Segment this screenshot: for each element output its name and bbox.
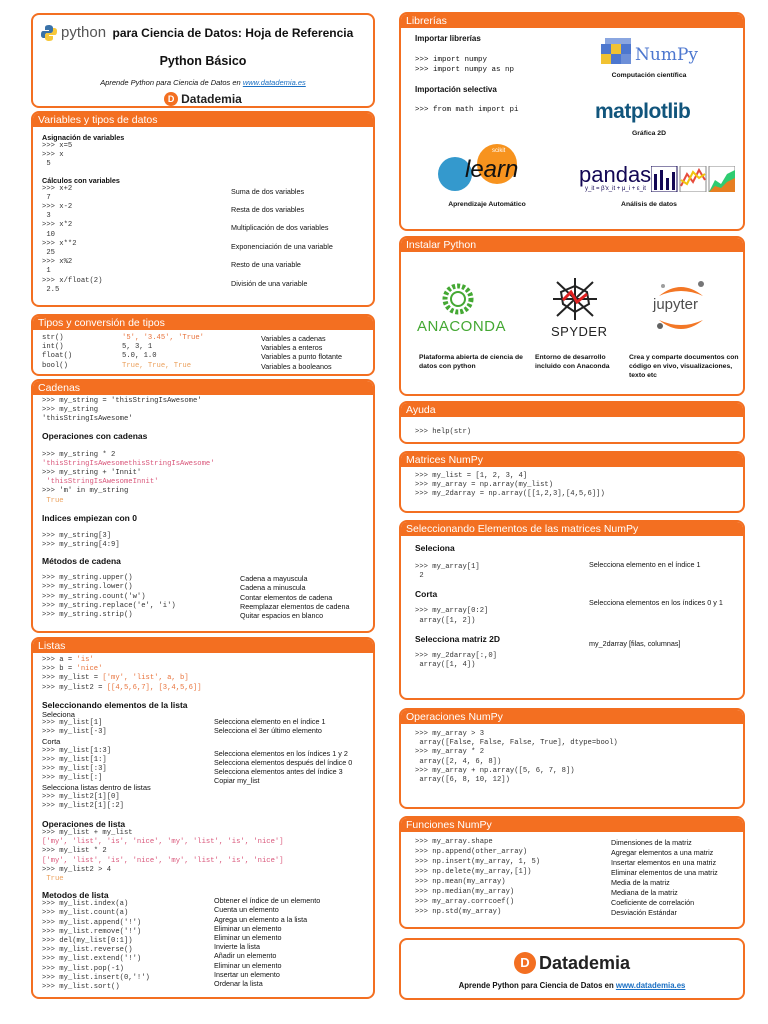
code-line: 10 [42,230,55,239]
function-desc: Insertar elementos en una matriz [611,858,717,867]
code-line: >>> my_array + np.array([5, 6, 7, 8]) [415,766,575,775]
section-ayuda [399,401,745,444]
type-example: 5.0, 1.0 [122,352,157,361]
method-desc: Contar elementos de cadena [240,592,333,602]
method-desc: Eliminar un elemento [214,933,282,943]
section-title: Funciones NumPy [401,818,743,832]
code-line: >>> my_2darray[:,0] [415,651,497,660]
method-row [42,914,364,928]
function-row [415,838,729,848]
code-line: >>> my_list.reverse() [42,946,133,955]
spyder-word: SPYDER [551,324,608,339]
calc-desc: Suma de dos variables [231,186,305,196]
calc-row [42,258,364,276]
code-line: >>> my_list[1:] [42,755,107,764]
function-row [415,888,729,898]
method-desc: Insertar un elemento [214,969,280,979]
section-title: Librerías [401,14,743,28]
function-desc: Eliminar elementos de una matriz [611,868,718,877]
numpy-caption: Computación científica [611,72,687,79]
numpy-word: NumPy [635,45,698,65]
slice-desc: Selecciona elementos después del índice 0 [214,757,353,767]
code-line: >>> import numpy as np [415,66,515,74]
function-desc: Agregar elementos a una matriz [611,848,714,857]
section-title: Ayuda [401,403,743,417]
section-title: Listas [33,639,373,653]
python-word: python [61,24,107,41]
code-line: >>> my_string.count('w') [42,592,146,601]
code-line: >>> my_list2 > 4 [42,865,112,874]
code-line: 5 [42,160,51,169]
method-desc: Cadena a mayuscula [240,574,308,584]
section-title: Tipos y conversión de tipos [33,316,373,330]
code-line: >>> x%2 [42,258,73,267]
code-output: ['my', 'list', 'is', 'nice', 'my', 'list', 'is', 'nice'] [42,838,284,847]
code-line: >>> my_list = [1, 2, 3, 4] [415,472,528,480]
numpy-logo [599,36,698,75]
function-desc: Mediana de la matriz [611,888,678,897]
section-title: Cadenas [33,381,373,395]
code-line: >>> my_list.append('!') [42,918,142,927]
section-instalar [399,236,745,396]
calc-desc: División de una variable [231,278,308,288]
section-librerias [399,12,745,231]
method-row [42,923,364,937]
code-value: [[4,5,6,7], [3,4,5,6]] [106,683,202,692]
section-title: Matrices NumPy [401,453,743,467]
method-row [42,960,364,974]
function-row [415,858,729,868]
method-desc: Invierte la lista [214,942,260,952]
code-line: >>> np.mean(my_array) [415,878,506,886]
tagline [33,78,373,87]
code-line: >>> 'm' in my_string [42,487,129,496]
slice-group [415,598,729,625]
code-line: >>> x [42,151,64,160]
brand-name: Datademia [181,91,242,106]
section-title: Instalar Python [401,238,743,252]
calc-row [42,277,364,295]
code-output: array([1, 2]) [415,616,476,625]
pandas-formula: y_it = β'x_it + μ_i + ε_it [585,186,646,192]
brand-name: Datademia [538,952,631,973]
jupyter-logo [651,276,711,336]
method-desc: Añadir un elemento [214,951,277,961]
datademia-logo-icon: D [514,952,536,974]
subsection-title: Importación selectiva [415,85,497,94]
subsection-title: Indices empiezan con 0 [42,512,137,523]
code-line: >>> np.delete(my_array,[1]) [415,868,532,876]
code-output: array([6, 8, 10, 12]) [415,776,510,785]
footer-link[interactable]: www.datademia.es [615,981,686,990]
brand-logo [33,90,373,108]
function-desc: Dimensiones de la matriz [611,838,692,847]
code-value: ['my', 'list', a, b] [102,674,189,683]
calc-desc: Exponenciación de una variable [231,241,333,251]
method-row [42,602,364,611]
section-listas [31,637,375,999]
learn-word: learn [465,156,519,183]
function-desc: Desviación Estándar [611,908,677,917]
python-icon [40,24,58,42]
calc-desc: Multiplicación de dos variables [231,223,329,233]
select-group [415,560,729,581]
code-line: >>> x-2 [42,203,73,211]
code-line: >>> np.append(other_array) [415,848,528,856]
subsection-title: Seleccionando elementos de la lista [42,699,188,710]
code-output: 2 [415,572,424,581]
code-line: >>> my_list + my_list [42,829,133,838]
code-line: >>> my_array > 3 [415,730,485,738]
spyder-icon [547,274,603,324]
anaconda-ring-icon [441,282,475,316]
footer-card [399,938,745,1000]
calc-desc: Resto de una variable [231,260,301,270]
method-row [42,905,364,918]
code-line: >>> my_array.shape [415,838,493,846]
select-desc: Selecciona el 3er último elemento [214,726,322,736]
select-desc: Selecciona elemento en el índice 1 [214,717,326,727]
code-output: 'thisStringIsAwesomeInnit' [42,478,159,487]
method-row [42,574,364,583]
type-desc: Variables a booleanos [261,361,332,371]
code-text: >>> my_list2 = [42,683,107,692]
label: Selecciona listas dentro de listas [42,783,151,793]
tagline-text: Aprende Python para Ciencia de Datos en [100,78,243,87]
subsection-title: Métodos de cadena [42,556,121,567]
code-output: array([False, False, False, True], dtype=bool) [415,739,618,748]
method-desc: Agrega un elemento a la lista [214,914,308,924]
code-line [42,684,364,693]
section-title: Variables y tipos de datos [33,113,373,127]
pandas-word: pandas [579,162,652,187]
type-row [42,352,364,361]
type-fn: int() [42,343,64,352]
footer-text-pre: Aprende Python para Ciencia de Datos en [458,981,616,990]
code-line: >>> my_string.replace('e', 'i') [42,601,176,610]
code-line: >>> my_string.upper() [42,574,133,583]
type-desc: Variables a punto flotante [261,352,342,362]
scikit-small: scikit [492,148,506,154]
calc-row [42,203,364,221]
type-row [42,334,364,343]
method-row [42,593,364,602]
title-rest: para Ciencia de Datos: Hoja de Referencia [112,26,354,40]
function-row [415,848,729,858]
scikit-caption: Aprendizaje Automático [448,201,526,208]
select-group [42,719,364,737]
code-line: >>> my_array[1] [415,563,480,571]
method-row [42,933,364,946]
method-row [42,942,364,955]
method-desc: Reemplazar elementos de cadena [240,601,350,611]
calc-desc: Resta de dos variables [231,205,305,214]
subsection-title: Asignación de variables [42,133,125,142]
slice-desc: Selecciona elementos en los índices 0 y 1 [589,598,723,608]
header-title [61,24,353,42]
code-line: >>> np.median(my_array) [415,888,515,896]
code-output: True [42,496,64,505]
method-desc: Cadena a minuscula [240,583,306,593]
code-text: >>> a = [42,656,77,664]
code-output: ['my', 'list', 'is', 'nice', 'my', 'list', 'is', 'nice'] [42,856,284,865]
section-variables [31,111,375,307]
code-line: >>> my_array[0:2] [415,607,489,616]
spyder-logo [547,274,603,329]
code-line: >>> x*2 [42,221,73,230]
method-row [42,611,364,620]
footer-brand [401,952,743,974]
code-line: >>> my_list.remove('!') [42,927,142,936]
subsection-title: Operaciones de lista [42,819,126,830]
code-line: >>> my_list[1:3] [42,746,112,755]
subsection-title: Corta [415,589,438,600]
type-desc: Variables a enteros [261,343,323,353]
matplotlib-caption: Gráfica 2D [631,130,666,137]
code-output: array([2, 4, 6, 8]) [415,757,502,766]
slice-desc: Selecciona elementos antes del índice 3 [214,766,343,776]
code-line: >>> my_list2[1][0] [42,792,120,801]
type-row [42,343,364,352]
method-row [42,969,364,983]
function-row [415,898,729,908]
code-line: >>> x/float(2) [42,276,103,285]
code-line: >>> my_string = 'thisStringIsAwesome' [42,397,202,405]
code-line: >>> my_list.insert(0,'!') [42,973,150,982]
label: Corta [42,737,61,747]
code-line: >>> my_string[4:9] [42,541,120,550]
section-tipos [31,314,375,376]
code-line: 'thisStringIsAwesome' [42,415,133,424]
code-line: >>> x=5 [42,142,73,150]
method-desc: Eliminar un elemento [214,960,282,970]
code-line: >>> del(my_list[0:1]) [42,937,133,946]
section-operaciones-numpy [399,708,745,809]
code-line [42,665,364,674]
type-row [42,362,364,371]
method-desc: Eliminar un elemento [214,923,282,933]
method-desc: Quitar espacios en blanco [240,610,324,620]
select-desc: Selecciona elemento en el índice 1 [589,560,701,569]
code-line: >>> import numpy [415,56,488,64]
anaconda-logo [441,282,475,321]
tagline-link[interactable]: www.datademia.es [242,78,306,87]
code-line: >>> x+2 [42,184,73,193]
footer-text [401,981,743,990]
calc-row [42,185,364,203]
pandas-charts-icon [651,166,735,192]
code-line: >>> my_string + 'Innit' [42,469,142,478]
page-subtitle: Python Básico [159,54,247,68]
code-text: >>> my_list = [42,674,103,683]
code-line: >>> np.std(my_array) [415,908,502,916]
spyder-caption: Entorno de desarrollo incluido con Anaconda [535,354,610,370]
pandas-caption: Análisis de datos [621,201,677,208]
code-line: >>> my_2darray = np.array([[1,2,3],[4,5,6]]) [415,490,605,499]
code-line: >>> my_list.index(a) [42,900,129,909]
list-methods [42,896,364,992]
type-fn: bool() [42,361,68,370]
function-row [415,908,729,918]
code-line: >>> my_list.pop(-1) [42,964,124,973]
method-row [42,583,364,592]
anaconda-caption: Plataforma abierta de ciencia de datos con python [419,354,523,370]
type-fn: float() [42,352,73,361]
code-line: >>> my_string.strip() [42,610,133,619]
method-row [42,896,364,909]
code-output: True [42,875,64,884]
method-desc: Ordenar la lista [214,978,263,988]
slice-desc: Selecciona elementos en los índices 1 y 2 [214,748,348,758]
code-line [42,674,364,683]
subsection-title: Metodos de lista [42,890,109,901]
calc-row [42,240,364,258]
section-matrices [399,451,745,513]
code-line: 1 [42,267,51,276]
code-line: >>> np.insert(my_array, 1, 5) [415,858,541,866]
numpy-cube-icon [599,36,633,70]
code-line: 7 [42,193,51,202]
jupyter-caption: Crea y comparte documentos con código en vivo, visualizaciones, texto etc [629,354,739,379]
subsection-title: Cálculos con variables [42,175,120,185]
subsection-title: Operaciones con cadenas [42,430,148,441]
code-line: 3 [42,212,51,221]
code-line: >>> my_array = np.array(my_list) [415,481,554,490]
code-line: >>> my_list[:] [42,774,103,783]
code-line: >>> my_array * 2 [415,748,485,757]
code-line: >>> my_list[1] [42,719,103,728]
method-row [42,978,364,992]
matplotlib-logo: matplotlib [595,100,691,123]
code-line: >>> my_list * 2 [42,847,107,856]
code-line: >>> my_string [42,406,99,415]
method-desc: Obtener el índice de un elemento [214,896,321,906]
section-cadenas [31,379,375,633]
code-line: >>> my_list[:3] [42,765,107,774]
type-example: True, True, True [122,361,192,370]
code-line: >>> help(str) [415,428,472,436]
code-line: >>> my_list.count(a) [42,909,129,918]
code-text: >>> b = [42,665,77,674]
function-row [415,868,729,878]
code-line: >>> my_array.corrcoef() [415,898,515,906]
label: Seleciona [42,709,75,719]
code-line: >>> my_list.sort() [42,982,120,991]
subsection-title: Seleciona [415,543,455,553]
code-line: >>> my_list.extend('!') [42,955,142,964]
code-output: array([1, 4]) [415,661,476,670]
scikit-learn-logo [435,144,530,192]
type-fn: str() [42,334,64,342]
slice-group [42,747,364,784]
function-row [415,878,729,888]
code-line: >>> my_string[3] [42,531,112,540]
code-line [42,656,364,665]
calc-list [42,185,364,295]
code-line: >>> from math import pi [415,106,519,114]
code-line: >>> my_list2[1][:2] [42,801,124,810]
type-example: '5', '3.45', 'True' [122,334,204,342]
function-desc: Media de la matriz [611,878,670,887]
datademia-logo-icon: D [164,92,178,106]
subsection-title: Selecciona matriz 2D [415,633,501,644]
code-value: 'is' [76,656,94,664]
function-desc: Coeficiente de correlación [611,898,695,907]
code-line: 25 [42,248,55,257]
code-line: >>> my_string * 2 [42,450,116,459]
code-output: 'thisStringIsAwesomethisStringIsAwesome' [42,459,215,468]
section-seleccion-numpy [399,520,745,700]
subsection-title: Importar librerías [415,34,481,43]
anaconda-word: ANACONDA [417,318,507,335]
jupyter-word: jupyter [653,296,699,313]
calc-row [42,221,364,239]
type-example: 5, 3, 1 [122,343,153,352]
method-row [42,951,364,964]
section-title: Seleccionando Elementos de las matrices NumPy [401,522,743,536]
header-card [31,13,375,108]
section-funciones-numpy [399,816,745,929]
section-title: Operaciones NumPy [401,710,743,724]
type-desc: Variables a cadenas [261,334,326,343]
slice-desc: Copiar my_list [214,775,260,785]
code-line: >>> x**2 [42,239,77,248]
code-line: >>> my_list[-3] [42,728,107,737]
code-line: >>> my_string.lower() [42,583,133,592]
code-value: 'nice' [76,665,103,674]
method-desc: Cuenta un elemento [214,905,279,915]
code-line: 2.5 [42,285,60,294]
matrix-desc: my_2darray [filas, columnas] [589,638,681,648]
python-logo [40,24,58,47]
